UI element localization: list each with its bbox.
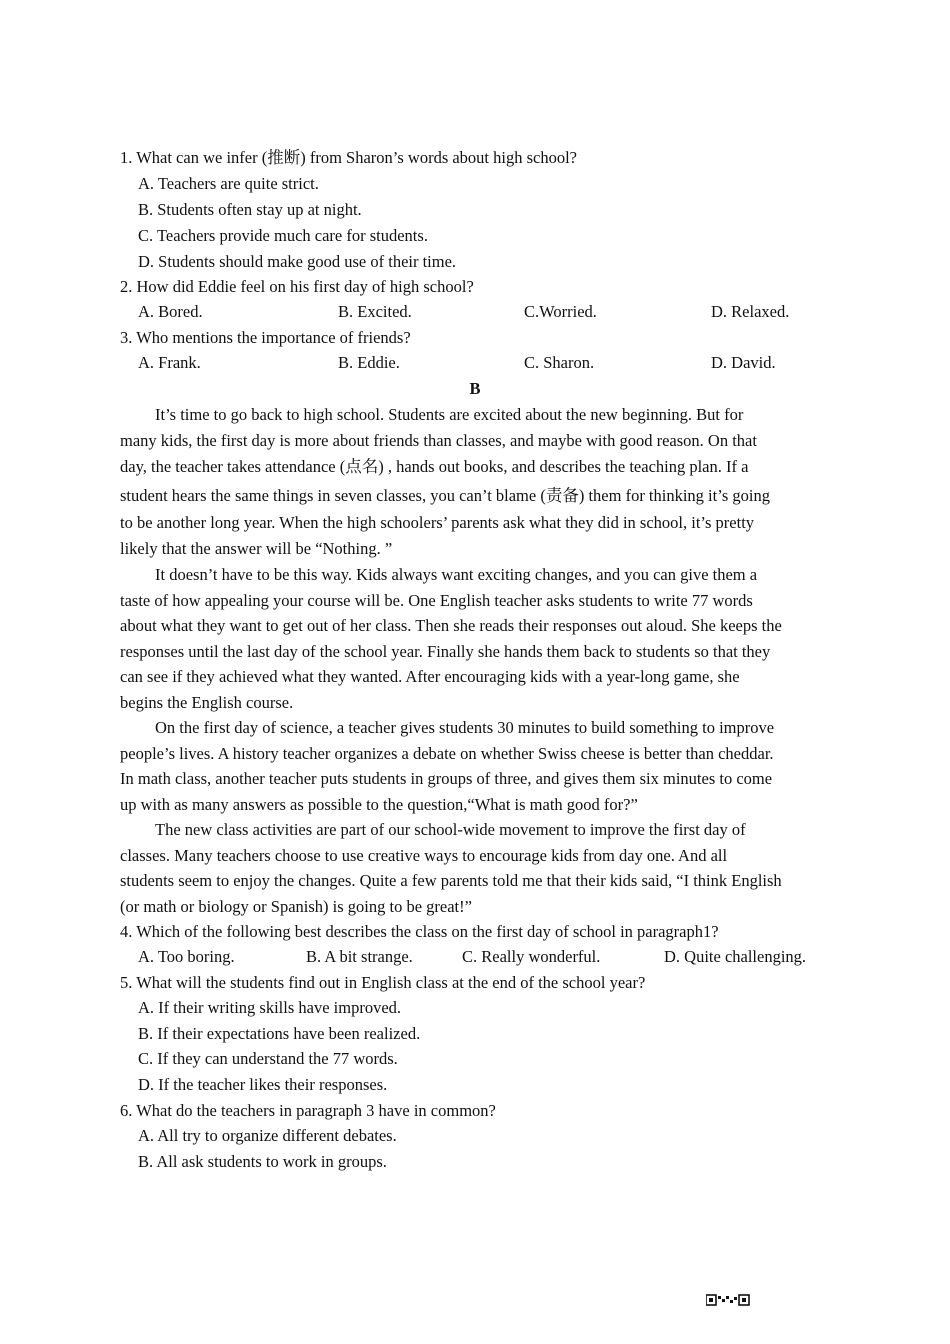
passage-line: It doesn’t have to be this way. Kids always want exciting changes, and you can give them a bbox=[155, 565, 758, 584]
question-6-option-a: A. All try to organize different debates. bbox=[138, 1126, 397, 1145]
passage-line: up with as many answers as possible to the question,“What is math good for?” bbox=[120, 795, 638, 814]
question-2-option-c: C.Worried. bbox=[524, 302, 597, 321]
question-1-stem: 1. What can we infer (推断) from Sharon’s words about high school? bbox=[120, 148, 578, 167]
passage-line: It’s time to go back to high school. Students are excited about the new beginning. But for bbox=[155, 405, 744, 424]
question-2-stem: 2. How did Eddie feel on his first day of high school? bbox=[120, 277, 474, 296]
passage-line: classes. Many teachers choose to use creative ways to encourage kids from day one. And all bbox=[120, 846, 728, 865]
passage-line: (or math or biology or Spanish) is going to be great!” bbox=[120, 897, 472, 916]
question-1-option-c: C. Teachers provide much care for students. bbox=[138, 226, 428, 245]
question-2-option-d: D. Relaxed. bbox=[711, 302, 790, 321]
passage-line: responses until the last day of the school year. Finally she hands them back to students so that they bbox=[120, 642, 771, 661]
question-4-stem: 4. Which of the following best describes the class on the first day of school in paragraph1? bbox=[120, 922, 719, 941]
question-4-option-d: D. Quite challenging. bbox=[664, 947, 807, 966]
passage-line: student hears the same things in seven classes, you can’t blame (责备) them for thinking it’s going bbox=[120, 486, 770, 505]
question-6-stem: 6. What do the teachers in paragraph 3 have in common? bbox=[120, 1101, 496, 1120]
question-6-option-b: B. All ask students to work in groups. bbox=[138, 1152, 387, 1171]
question-5-option-c: C. If they can understand the 77 words. bbox=[138, 1049, 398, 1068]
question-3-option-b: B. Eddie. bbox=[338, 353, 400, 372]
question-3-option-d: D. David. bbox=[711, 353, 776, 372]
question-4-option-a: A. Too boring. bbox=[138, 947, 235, 966]
question-5-option-d: D. If the teacher likes their responses. bbox=[138, 1075, 388, 1094]
passage-line: taste of how appealing your course will be. One English teacher asks students to write 77 words bbox=[120, 591, 753, 610]
passage-line: people’s lives. A history teacher organizes a debate on whether Swiss cheese is better than cheddar. bbox=[120, 744, 774, 763]
question-4-option-b: B. A bit strange. bbox=[306, 947, 413, 966]
passage-line: In math class, another teacher puts students in groups of three, and gives them six minutes to come bbox=[120, 769, 773, 788]
question-3-stem: 3. Who mentions the importance of friends? bbox=[120, 328, 411, 347]
section-heading: B bbox=[469, 379, 481, 398]
question-2-option-a: A. Bored. bbox=[138, 302, 203, 321]
passage-line: The new class activities are part of our school-wide movement to improve the first day of bbox=[155, 820, 746, 839]
passage-line: day, the teacher takes attendance (点名) , hands out books, and describes the teaching plan. If a bbox=[120, 457, 749, 476]
passage-line: likely that the answer will be “Nothing. ” bbox=[120, 539, 393, 558]
question-2-option-b: B. Excited. bbox=[338, 302, 412, 321]
passage-line: On the first day of science, a teacher gives students 30 minutes to build something to improve bbox=[155, 718, 775, 737]
passage-line: about what they want to get out of her class. Then she reads their responses out aloud. She keeps the bbox=[120, 616, 782, 635]
passage-line: can see if they achieved what they wanted. After encouraging kids with a year-long game, she bbox=[120, 667, 740, 686]
question-5-option-a: A. If their writing skills have improved. bbox=[138, 998, 402, 1017]
question-3-option-a: A. Frank. bbox=[138, 353, 201, 372]
question-1-option-d: D. Students should make good use of their time. bbox=[138, 252, 457, 271]
question-1-option-b: B. Students often stay up at night. bbox=[138, 200, 362, 219]
passage-line: many kids, the first day is more about friends than classes, and maybe with good reason. On that bbox=[120, 431, 757, 450]
passage-line: to be another long year. When the high schoolers’ parents ask what they did in school, it’s pretty bbox=[120, 513, 755, 532]
passage-line: students seem to enjoy the changes. Quite a few parents told me that their kids said, “I think English bbox=[120, 871, 782, 890]
watermark-logo bbox=[706, 1294, 750, 1306]
question-1-option-a: A. Teachers are quite strict. bbox=[138, 174, 319, 193]
question-5-option-b: B. If their expectations have been realized. bbox=[138, 1024, 421, 1043]
question-5-stem: 5. What will the students find out in English class at the end of the school year? bbox=[120, 973, 646, 992]
question-4-option-c: C. Really wonderful. bbox=[462, 947, 601, 966]
passage-line: begins the English course. bbox=[120, 693, 294, 712]
question-3-option-c: C. Sharon. bbox=[524, 353, 595, 372]
